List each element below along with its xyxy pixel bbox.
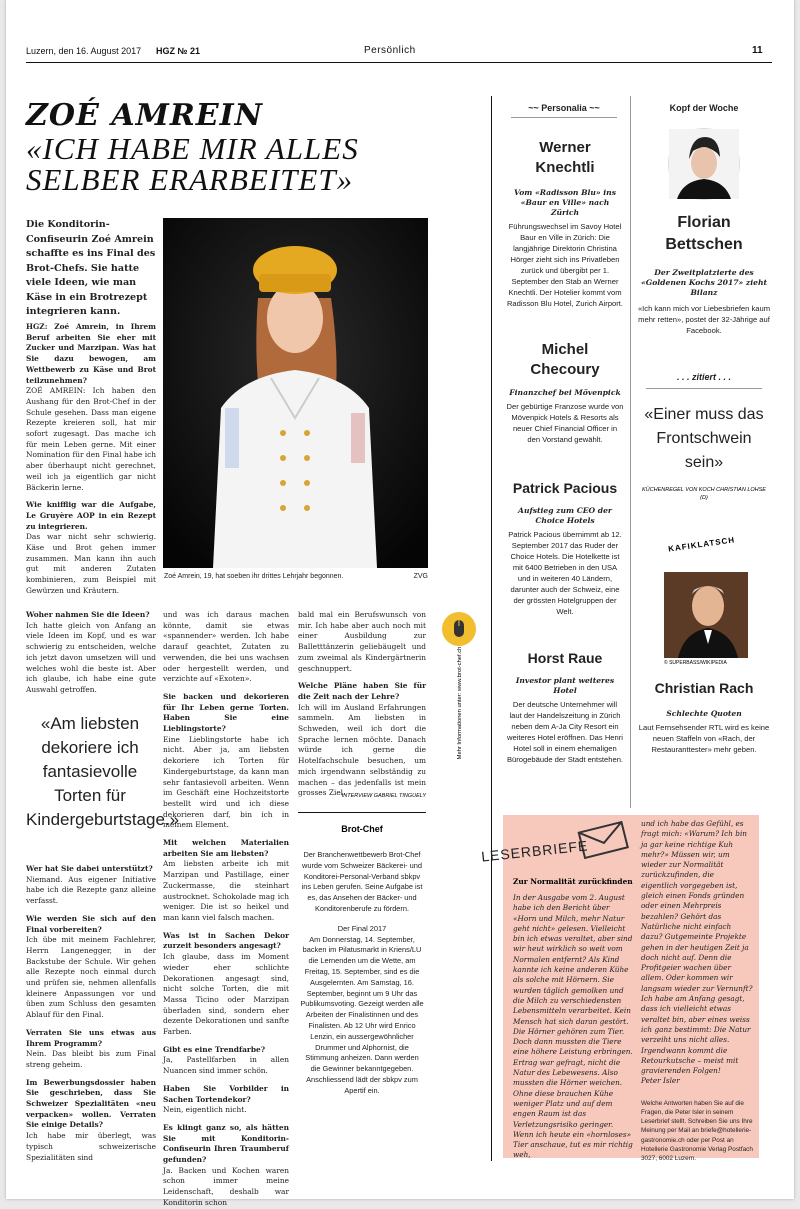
c3-a0: bald mal ein Berufswunsch von mir. Ich habe aber auch noch mit einer Ausbildung zur Balletttänzerin geliebäugelt und zum zweimal als Kindergärtnerin geschnuppert. <box>298 610 426 673</box>
column-1-lower <box>26 864 156 1170</box>
leser-left-text: In der Ausgabe vom 2. August habe ich den Bericht über «Horn und Milch, mehr Natur geht nicht» gelesen. Vielleicht bin ich etwas veraltet, aber sind wir heut wirklich so weit vom Normalen entfernt? Als Kind kannte ich keine anderen Kühe als solche mit Hörnern. Sie wurden täglich gemolken und die Milch zu verschiedensten Lebensmitteln verarbeitet. Kein Mensch hat sich daran gestört. Die Hörner gehören zum Tier. Doch dann mussten die Tiere eine höhere Leistung erbringen. Ertrag war gefragt, nicht die Natur des Lebewesens. Also mussten die Hörner weichen. Ohne diese brauchen Kühe weniger Platz und auf dem engen Raum ist das Verletzungsrisiko geringer. Wenn ich heute ein «hornloses» Tier anschaue, tut es mir richtig weh, <box>513 893 633 1160</box>
person-text-2: Der gebürtige Franzose wurde von Mövenpick Hotels & Resorts als neuer Chief Financial Officer in den Vorstand gewählt. <box>506 402 624 444</box>
person-sub-2: Finanzchef bei Mövenpick <box>509 388 621 397</box>
c2-a6: Ja. Backen und Kochen waren schon immer meine Leidenschaft, deshalb war Konditorin schon <box>163 1165 289 1207</box>
pull-quote: «Am liebsten dekoriere ich fantasievolle Torten für Kindergeburtstage.» <box>26 714 180 829</box>
person-text-4: Der deutsche Unternehmer will laut der Handelszeitung in Zürich neben dem A-Ja City Resort ein weiteres Hotel eröffnen. Das Henri Hotel soll in einem ehemaligen Bürogebäude der Stadt entstehen. <box>506 700 624 764</box>
newspaper-page <box>6 0 794 1207</box>
kafi-credit: © SUPERBASS/WIKIPEDIA <box>664 660 727 666</box>
a2: Das war nicht sehr schwierig. Käse und Brot gehen immer zusammen. Man kann ihn auch gut mit anderen Zutaten kombinieren, zum Beispiel mit Gewürzen und Kräutern. <box>26 532 156 595</box>
page-number: 11 <box>752 45 763 56</box>
box-rule <box>298 812 426 813</box>
photo-caption <box>164 573 428 580</box>
personalia-head: ~~ Personalia ~~ <box>528 103 600 113</box>
kopf-name-2: Bettschen <box>665 236 743 253</box>
leser-right-text: und ich habe das Gefühl, es fragt mich: «Warum? Ich bin ja gar keine richtige Kuh mehr?» Müssen wir, um wieder zur Normalität zurückzufinden, die eigentlich vorgegeben ist, gleich einen Fonds gründen oder einen Mehrpreis bezahlen? Gehört das Natürliche nicht einfach dazu? Gutgemeinte Projekte gehen in der heutigen Zeit ja doch nicht auf. Denn die Profitgeier wachen über allem. Oder kommen wir langsam wieder zur Vernunft? Ich habe am Anfang gesagt, dass ich vielleicht etwas veraltet bin, aber eines weiss ich ganz bestimmt: Die Natur verzeiht uns nicht alles. Irgendwann kommt die Retourkutsche – meist mit gravierenden Folgen! <box>641 819 753 1076</box>
kafi-name: Christian Rach <box>654 680 754 696</box>
person-patrick-pacious <box>506 478 624 617</box>
article-headline: «ICH HABE MIR ALLES SELBER ERARBEITET» <box>26 131 359 197</box>
box-content <box>300 850 424 1097</box>
portrait-photo <box>163 218 428 568</box>
q7: Im Bewerbungsdossier haben Sie geschrieben, dass Sie Schweizer Spezialitäten «neu verpacken» wollen. Verraten Sie einige Details? <box>26 1077 156 1130</box>
q6: Verraten Sie uns etwas aus Ihrem Programm? <box>26 1027 156 1048</box>
personalia-title: Personalia <box>541 103 587 113</box>
kopf-name-1: Florian <box>677 214 731 231</box>
mouse-icon <box>442 612 476 646</box>
a5: Ich übe mit meinem Fachlehrer, Herrn Langenegger, in der Backstube der Schule. Wir gehen alle Rezepte noch einmal durch und prüfen sie, nehmen allenfalls kleinere Anpassungen vor und üben zum Schluss den gesamten Ablauf für den Final. <box>26 935 156 1020</box>
kopf-text: «Ich kann mich vor Liebesbriefen kaum mehr retten», postet der 32-Jährige auf Facebook. <box>637 304 771 335</box>
person-text-3: Patrick Pacious übernimmt ab 12. September 2017 das Ruder der Choice Hotels. Die Hotelkette ist mit 6400 Betrieben in den USA und in weiteren 40 Ländern, darunter auch der Schweiz, eine der grössten Hotelgruppen der Welt. <box>508 530 622 616</box>
column-3 <box>298 610 426 806</box>
header-rule <box>26 62 772 63</box>
caption-text: Zoé Amrein, 19, hat soeben ihr drittes Lehrjahr begonnen. <box>164 573 344 580</box>
box-title: Brot-Chef <box>341 824 383 834</box>
q3: Woher nahmen Sie die Ideen? <box>26 610 150 619</box>
c3-q1: Welche Pläne haben Sie für die Zeit nach der Lehre? <box>298 681 426 701</box>
q5: Wie werden Sie sich auf den Final vorbereiten? <box>26 913 156 934</box>
column-divider <box>491 96 492 1161</box>
kopf-sub: Der Zweitplatzierte des «Goldenen Kochs 2017» zieht Bilanz <box>641 268 767 297</box>
kafi-head: KAFIKLATSCH <box>667 535 736 554</box>
c3-a1: Ich will im Ausland Erfahrungen sammeln. Am liebsten in Schweden, weil ich dort die Sprache lernen möchte. Danach würde ich gerne die Hotelfachschule besuchen, um mich irgendwann selbständig zu machen – das jedenfalls ist mein grosses Ziel. <box>298 702 426 798</box>
side-divider <box>630 96 631 808</box>
q4: Wer hat Sie dabei unterstützt? <box>26 864 153 873</box>
person-name-1: Werner <box>539 139 591 156</box>
c2-q3: Was ist in Sachen Dekor zurzeit besonders angesagt? <box>163 930 289 951</box>
c2-q1: Sie backen und dekorieren für Ihr Leben gerne Torten. Haben Sie eine Lieblingstorte? <box>163 691 289 734</box>
header-paper: HGZ № 21 <box>156 46 201 56</box>
c2-a5: Nein, eigentlich nicht. <box>163 1105 247 1115</box>
photo-credit: ZVG <box>413 573 428 580</box>
zitiert-quote: «Einer muss das Frontschwein sein» <box>644 406 764 471</box>
a4: Niemand. Aus eigener Initiative habe ich die Rezepte ganz alleine verfasst. <box>26 874 156 906</box>
c2-a1: Eine Lieblingstorte habe ich nicht. Aber ja, am liebsten dekoriere ich Torten für Kindergeburtstage, da kann man sehr fantasievoll arbeiten. Wenn im Geschäft eine Hochzeitstorte bestellt wird und ich diese dekorieren darf, bin ich in meinem Element. <box>163 734 289 830</box>
person-text-1: Führungswechsel im Savoy Hotel Baur en Ville in Zürich: Die langjährige Direktorin Christina Hörger zieht sich ins Privatleben zurück und übergibt per 1. September den Stab an Werner Knechtli. Der Hotelier kommt vom Radisson Blu Hotel, Zurich Airport. <box>506 222 624 308</box>
a6: Nein. Das bleibt bis zum Final streng geheim. <box>26 1049 156 1069</box>
q1: HGZ: Zoé Amrein, in Ihrem Beruf arbeiten Sie eher mit Zucker und Marzipan. Was hat Sie dazu bewogen, am Wettbewerb zu Käse und Brot teilzunehmen? <box>26 322 156 385</box>
person-sub-1: Vom «Radisson Blu» ins «Baur en Ville» nach Zürich <box>514 188 616 217</box>
zitiert-source: KÜCHENREGEL VON KOCH CHRISTIAN LOHSE (D) <box>642 487 766 501</box>
article-name: ZOÉ AMREIN <box>26 98 264 133</box>
c2-q5: Haben Sie Vorbilder in Sachen Tortendekor? <box>163 1083 289 1104</box>
leser-right <box>641 819 753 1163</box>
c2-a4: Ja, Pastellfarben in allen Nuancen sind immer schön. <box>163 1055 289 1076</box>
leser-head: LESERBRIEFE <box>480 837 590 865</box>
zitiert-head: . . . zitiert . . . <box>676 372 731 382</box>
kafi-photo <box>664 572 748 658</box>
kafi-text: Laut Fernsehsender RTL wird es keine neuen Staffeln von «Rach, der Restauranttester» mehr geben. <box>638 723 770 754</box>
c2-a0: und was ich daraus machen könnte, damit sie etwas «spannender» werden. Ich habe darauf geachtet, Zutaten zu verwenden, die bei uns wachsen oder hergestellt werden, und verzichte auf «Exoten». <box>163 610 289 684</box>
leser-title: Zur Normalität zurückfinden <box>513 877 633 886</box>
person-sub-3: Aufstieg zum CEO der Choice Hotels <box>518 506 612 525</box>
column-2 <box>163 610 289 1207</box>
person-michel-checoury <box>506 340 624 445</box>
article-lead: Die Konditorin-Confiseurin Zoé Amrein schaffte es ins Final des Brot-Chefs. Sie hatte viele Ideen, wie man Käse in ein Brotrezept integrieren kann. <box>26 219 156 317</box>
header-date: Luzern, den 16. August 2017 <box>26 46 142 56</box>
leser-author: Peter Isler <box>641 1076 680 1086</box>
a3: Ich hatte gleich von Anfang an viele Ideen im Kopf, und es war schwierig zu entscheiden, welche ich jetzt davon umsetzen will und welches wohl die beste ist. Aber ich glaube, ich habe eine gute Auswahl getroffen. <box>26 620 156 694</box>
c2-a2: Am liebsten arbeite ich mit Marzipan und Pastillage, einer Zuckermasse, die steinhart austrocknet. Schokolade mag ich weniger. Die ist so heikel und man kann viel falsch machen. <box>163 859 289 922</box>
box-text-2: Am Donnerstag, 14. September, backen im Pilatusmarkt in Kriens/LU die Lernenden um die Wette, am Freitag, 15. September, sind es die Ausgelernten. Am Samstag, 16. September, beginnt um 9 Uhr das Publikumsvoting. Gezeigt werden alle Arbeiten der Finalistinnen und des Finalisten. Ab 12 Uhr wird Enrico Lenzin, ein aussergewöhnlicher Drummer und Alphornist, die Stimmung anheizen. Dann werden die Gewinner bekanntgegeben. Anschliessend lädt der sbkpv zum Apertif ein. <box>300 934 424 1095</box>
c2-q4: Gibt es eine Trendfarbe? <box>163 1044 266 1054</box>
a1: ZOÉ AMREIN: Ich haben den Aushang für den Brot-Chef in der Schule gesehen. Dass man eigene Rezepte kreieren soll, hat mir sofort zugesagt. Das mache ich für mein Leben gerne. Mit einer Nomination für den Final habe ich aber überhaupt nicht gerechnet, weil ich ja eigentlich gar nicht Bäckerin lerne. <box>26 386 156 492</box>
zitiert-rule <box>646 388 762 389</box>
column-1-middle <box>26 610 156 703</box>
person-sub-4: Investor plant weiteres Hotel <box>515 676 615 695</box>
column-1-upper <box>26 322 156 604</box>
c2-a3: Ich glaube, dass im Moment wieder eher schlichte Dekorationen angesagt sind, nicht solche Torten, die mit Massa Ticino oder Marzipan überladen sind, sondern eher dezente Dekorationen und sanfte Farben. <box>163 952 289 1037</box>
c2-q6: Es klingt ganz so, als hätten Sie mit Konditorin-Confiseurin Ihren Traumberuf gefunden? <box>163 1122 289 1165</box>
kafi-sub: Schlechte Quoten <box>666 709 742 718</box>
header-section: Persönlich <box>364 45 416 56</box>
kopf-head: Kopf der Woche <box>669 103 739 113</box>
person-name-2: Michel <box>541 341 589 358</box>
kopf-block <box>636 212 772 336</box>
person-name-1b: Knechtli <box>535 159 595 176</box>
interview-credit: INTERVIEW GABRIEL TINGUELY <box>341 793 426 799</box>
kopf-portrait <box>668 128 740 200</box>
box-subtitle: Der Final 2017 <box>337 923 387 933</box>
vertical-note: Mehr Informationen unter: www.brot-chef.ch <box>457 646 463 760</box>
leser-note: Welche Antworten haben Sie auf die Fragen, die Peter Isler in seinem Leserbrief stellt. Schreiben Sie uns Ihre Meinung per Mail an briefe@hotellerie-gastronomie.ch oder per Post an Hotellerie Gastronomie Verlag Postfach 3027, 6002 Luzern. <box>641 1099 753 1162</box>
q2: Wie knifflig war die Aufgabe, Le Gruyère AOP in ein Rezept zu integrieren. <box>26 500 156 531</box>
person-name-2b: Checoury <box>530 361 600 378</box>
person-name-4: Horst Raue <box>527 650 603 666</box>
personalia-rule <box>511 117 617 118</box>
person-werner-knechtli <box>506 138 624 309</box>
kafi-block <box>636 678 772 755</box>
c2-q2: Mit welchen Materialien arbeiten Sie am liebsten? <box>163 838 289 858</box>
person-name-3: Patrick Pacious <box>512 480 618 496</box>
person-horst-raue <box>506 648 624 765</box>
a7: Ich habe mir überlegt, was typisch schweizerische Spezialitäten sind <box>26 1131 156 1162</box>
box-text-1: Der Branchenwettbewerb Brot-Chef wurde vom Schweizer Bäckerei- und Konditorei-Personal-Verband sbkpv ins Leben gerufen. Seine Aufgabe ist es, das Ansehen der Bäcker- und Konditorenberufe zu fördern. <box>301 850 423 913</box>
leserbriefe-box <box>480 815 759 1162</box>
